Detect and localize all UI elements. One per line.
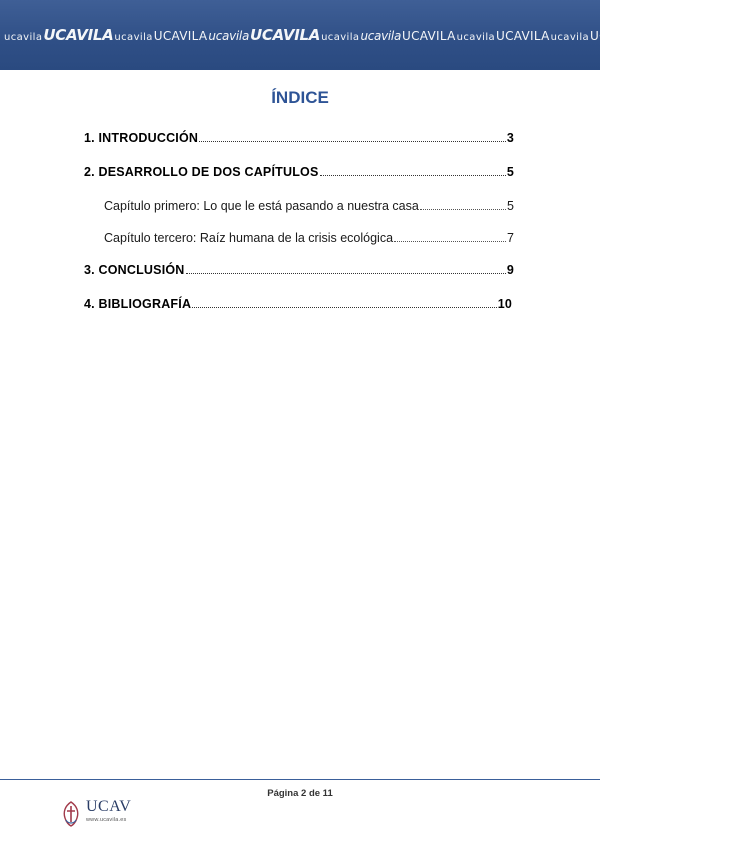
logo-text: UCAV bbox=[86, 798, 132, 815]
page-number-label: Página 2 de 11 bbox=[267, 788, 333, 799]
toc-leader-dots bbox=[186, 272, 506, 274]
toc-entry-label: Capítulo tercero: Raíz humana de la crisis ecológica bbox=[104, 231, 394, 245]
banner-watermark-text bbox=[4, 26, 739, 47]
banner-fragment: ucavila bbox=[456, 32, 496, 43]
toc-page-number: 3 bbox=[506, 131, 514, 145]
toc-page-number: 5 bbox=[506, 165, 514, 179]
banner-fragment: UCAVILA bbox=[250, 26, 321, 44]
logo-url-text: www.ucavila.es bbox=[86, 817, 127, 823]
toc-page-number: 9 bbox=[506, 263, 514, 277]
banner-fragment: UCAVILA bbox=[402, 29, 456, 43]
toc-entry-label: Capítulo primero: Lo que le está pasando a nuestra casa bbox=[104, 199, 419, 213]
footer-rule bbox=[0, 779, 600, 780]
banner-fragment: ucavila bbox=[644, 32, 684, 43]
toc-entry-desarrollo[interactable] bbox=[84, 164, 514, 180]
banner-fragment: UCAVILA bbox=[153, 29, 208, 43]
toc-page-number: 10 bbox=[497, 297, 512, 311]
toc-entry-conclusion[interactable] bbox=[84, 262, 514, 278]
toc-entry-label: 1. INTRODUCCIÓN bbox=[84, 131, 199, 145]
banner-fragment: ucavila bbox=[550, 32, 590, 43]
ucav-emblem-icon bbox=[60, 800, 82, 828]
banner-fragment: ucavila bbox=[4, 32, 43, 43]
banner-fragment: ucavila bbox=[208, 29, 250, 43]
toc-entry-bibliografia[interactable] bbox=[84, 296, 512, 312]
toc-entry-capitulo-primero[interactable] bbox=[104, 198, 514, 214]
toc-leader-dots bbox=[192, 306, 497, 308]
ucav-logo bbox=[60, 798, 140, 830]
toc-title: ÍNDICE bbox=[271, 88, 329, 107]
banner-fragment: UCAVILA bbox=[684, 29, 738, 43]
banner-fragment: UCAVILA bbox=[590, 29, 644, 43]
toc-entry-label: 2. DESARROLLO DE DOS CAPÍTULOS bbox=[84, 165, 319, 179]
toc-page-number: 5 bbox=[507, 199, 514, 213]
toc-entry-label: 4. BIBLIOGRAFÍA bbox=[84, 297, 192, 311]
banner-fragment: ucavila bbox=[321, 32, 360, 43]
toc-page-number: 7 bbox=[507, 231, 514, 245]
header-banner bbox=[0, 0, 738, 70]
toc-leader-dots bbox=[320, 174, 506, 176]
toc-entry-label: 3. CONCLUSIÓN bbox=[84, 263, 185, 277]
toc-leader-dots bbox=[394, 240, 506, 242]
banner-fragment: ucavila bbox=[114, 32, 153, 43]
toc-leader-dots bbox=[420, 208, 506, 210]
banner-fragment: UCAVILA bbox=[496, 29, 550, 43]
banner-fragment: UCAVILA bbox=[43, 26, 114, 44]
toc-leader-dots bbox=[199, 140, 506, 142]
banner-fragment: ucavila bbox=[360, 29, 402, 43]
toc-entry-capitulo-tercero[interactable] bbox=[104, 230, 514, 246]
toc-entry-introduccion[interactable] bbox=[84, 130, 514, 146]
